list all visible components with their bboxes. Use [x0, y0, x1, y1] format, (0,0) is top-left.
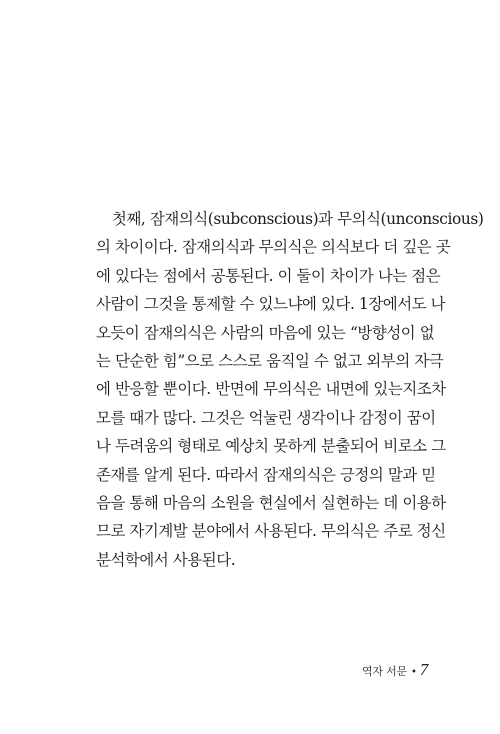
paragraph-line: 모를 때가 많다. 그것은 억눌린 생각이나 감정이 꿈이: [96, 408, 436, 427]
page-number: 7: [419, 660, 428, 679]
paragraph-line: 므로 자기계발 분야에서 사용된다. 무의식은 주로 정신: [96, 522, 446, 541]
body-paragraph: [96, 205, 484, 574]
paragraph-line: 에 있다는 점에서 공통된다. 이 둘이 차이가 나는 점은: [96, 266, 441, 285]
page-footer: [362, 660, 428, 680]
paragraph-line: 첫째, 잠재의식(subconscious)과 무의식(unconscious): [112, 210, 484, 228]
paragraph-line: 음을 통해 마음의 소원을 현실에서 실현하는 데 이용하: [96, 493, 446, 512]
running-footer-section: 역자 서문: [361, 665, 407, 678]
paragraph-line: 사람이 그것을 통제할 수 있느냐에 있다. 1장에서도 나: [96, 295, 446, 314]
paragraph-line: 존재를 알게 된다. 따라서 잠재의식은 긍정의 말과 믿: [96, 465, 436, 484]
paragraph-line: 나 두려움의 형태로 예상치 못하게 분출되어 비로소 그: [96, 437, 446, 456]
paragraph-line: 오듯이 잠재의식은 사람의 마음에 있는 “방향성이 없: [96, 323, 435, 342]
paragraph-line: 의 차이이다. 잠재의식과 무의식은 의식보다 더 깊은 곳: [96, 238, 451, 257]
footer-bullet: •: [410, 667, 417, 678]
paragraph-line: 에 반응할 뿐이다. 반면에 무의식은 내면에 있는지조차: [96, 380, 446, 399]
paragraph-line: 분석학에서 사용된다.: [96, 550, 236, 569]
paragraph-line: 는 단순한 힘”으로 스스로 움직일 수 없고 외부의 자극: [96, 351, 444, 370]
